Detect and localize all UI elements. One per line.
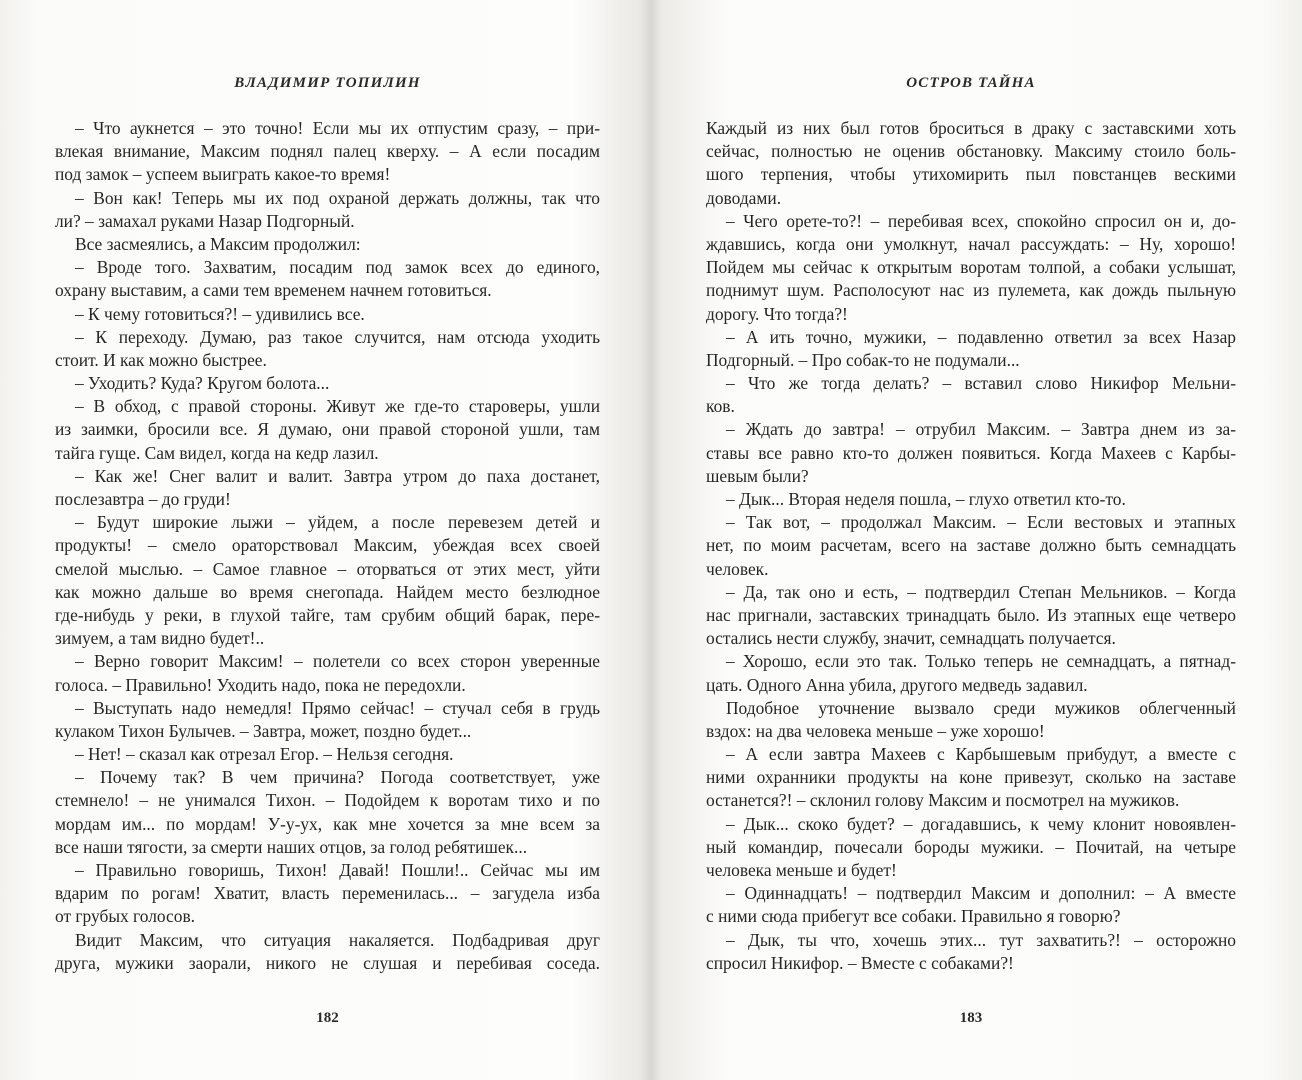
text-line: зимуем, а там видно будет!.. (55, 628, 265, 649)
text-line: голоса. – Правильно! Уходить надо, пока не передохли. (55, 674, 466, 695)
right-page-body-text (706, 117, 1236, 975)
text-line: – Вон как! Теперь мы их под охраной держать должны, так что (75, 187, 600, 208)
text-line: – Что аукнется – это точно! Если мы их отпустим сразу, – при- (75, 118, 600, 138)
text-line: друга, мужики заорали, никого не слушая и перебивая соседа. (55, 952, 600, 973)
text-line: – Как же! Снег валит и валит. Завтра утром до паха достанет, (75, 465, 600, 486)
text-line: кулаком Тихон Булычев. – Завтра, может, поздно будет... (55, 720, 472, 741)
text-line: нас пригнали, заставских тринадцать было. Из этапных еще четверо (706, 604, 1236, 625)
text-line: ставы все равно кто-то должен появиться. Когда Махеев с Карбы- (706, 442, 1236, 463)
text-line: Все засмеялись, а Максим продолжил: (75, 233, 361, 254)
text-line: – Дык, ты что, хочешь этих... тут захватить?! – осторожно (726, 929, 1236, 950)
text-line: ли? – замахал руками Назар Подгорный. (55, 210, 355, 231)
text-line: все наши тягости, за смерти наших отцов, за голод ребятишек... (55, 836, 528, 857)
text-line: – Что же тогда делать? – вставил слово Никифор Мельни- (726, 373, 1236, 394)
text-line: – Нет! – сказал как отрезал Егор. – Нельзя сегодня. (75, 744, 454, 765)
page-number-right: 183 (959, 1010, 983, 1026)
text-line: – Дык... скоко будет? – догадавшись, к чему клонит новоявлен- (726, 813, 1236, 834)
text-line: нет, по моим расчетам, всего на заставе должно быть семнадцать (706, 535, 1236, 556)
text-line: из заимки, бросили все. Я думаю, они правой стороной ушли, там (55, 419, 600, 440)
text-line: – А ить точно, мужики, – подавленно ответил за всех Назар (726, 326, 1236, 347)
text-line: где-нибудь у реки, в глухой тайге, там срубим общий барак, пере- (55, 604, 600, 625)
text-line: Каждый из них был готов броситься в драку с заставскими хоть (706, 118, 1236, 138)
text-line: стемнело! – не унимался Тихон. – Подойдем к воротам тихо и по (55, 790, 600, 811)
text-line: цать. Одного Анна убила, другого медведь задавил. (706, 674, 1088, 695)
text-line: послезавтра – до груди! (55, 489, 231, 509)
text-line: продукты! – смело ораторствовал Максим, убеждая всех своей (55, 535, 600, 556)
text-line: дорогу. Что тогда?! (706, 303, 848, 324)
text-line: остались нести службу, значит, семнадцать получается. (706, 628, 1116, 649)
text-line: ними охранники продукты на коне привезут, сколько на заставе (706, 767, 1236, 788)
text-line: спросил Никифор. – Вместе с собаками?! (706, 952, 1014, 973)
text-line: – Вроде того. Захватим, посадим под замок всех до единого, (75, 257, 600, 278)
text-line: – Чего орете-то?! – перебивая всех, спокойно спросил он и, до- (726, 210, 1236, 231)
text-line: тайга гуще. Сам видел, когда на кедр лазил. (55, 442, 379, 463)
text-line: с ними сюда прибегут все собаки. Правильно я говорю? (706, 906, 1121, 927)
text-line: – Правильно говоришь, Тихон! Давай! Пошли!.. Сейчас мы им (75, 860, 600, 880)
text-line: ждавшись, когда они умолкнут, начал рассуждать: – Ну, хорошо! (706, 233, 1236, 254)
text-line: Пойдем мы сейчас к открытым воротам толпой, а собаки услышат, (706, 257, 1236, 278)
text-line: – Одиннадцать! – подтвердил Максим и дополнил: – А вместе (726, 883, 1236, 904)
running-head-title: ОСТРОВ ТАЙНА (906, 75, 1036, 91)
text-line: – А если завтра Махеев с Карбышевым прибудут, а вместе с (726, 744, 1236, 765)
text-line: – К переходу. Думаю, раз такое случится, нам отсюда уходить (75, 326, 600, 347)
text-line: вздох: на два человека меньше – уже хорошо! (706, 720, 1045, 741)
text-line: ков. (706, 396, 735, 417)
text-line: – В обход, с правой стороны. Живут же где-то староверы, ушли (75, 396, 600, 417)
text-line: Подгорный. – Про собак-то не подумали... (706, 349, 1020, 370)
text-line: – Уходить? Куда? Кругом болота... (75, 373, 330, 394)
text-line: влекая внимание, Максим поднял палец кверху. – А если посадим (55, 141, 600, 162)
text-line: останется?! – склонил голову Максим и посмотрел на мужиков. (706, 790, 1180, 811)
text-line: смелой мыслью. – Самое главное – оторваться от этих мест, уйти (55, 558, 600, 579)
text-line: – Хорошо, если это так. Только теперь не семнадцать, а пятнад- (726, 651, 1236, 672)
text-line: ный командир, почесали бороды мужики. – Почитай, на четыре (706, 836, 1236, 857)
text-line: – Да, так оно и есть, – подтвердил Степан Мельников. – Когда (726, 581, 1236, 602)
text-line: – Верно говорит Максим! – полетели со всех сторон уверенные (75, 651, 600, 672)
left-page (55, 0, 600, 1080)
text-line: вдарим по рогам! Хватит, власть переменилась... – загудела изба (55, 883, 600, 904)
text-line: – Так вот, – продолжал Максим. – Если вестовых и этапных (726, 512, 1236, 533)
text-line: – Дык... Вторая неделя пошла, – глухо ответил кто-то. (726, 489, 1126, 509)
text-line: доводами. (706, 187, 782, 208)
text-line: охрану выставим, а сами тем временем начнем готовиться. (55, 280, 492, 301)
text-line: человек. (706, 558, 769, 579)
text-line: поднимут шум. Располосуют нас из пулемета, как дождь пыльную (706, 280, 1236, 301)
text-line: – К чему готовиться?! – удивились все. (75, 303, 365, 324)
text-line: Видит Максим, что ситуация накаляется. Подбадривая друг (75, 929, 600, 950)
running-head-author: ВЛАДИМИР ТОПИЛИН (234, 75, 421, 91)
left-page-body-text (55, 117, 600, 975)
text-line: шевым были? (706, 465, 809, 486)
text-line: человека меньше и будет! (706, 860, 897, 880)
text-line: – Будут широкие лыжи – уйдем, а после перевезем детей и (75, 512, 600, 533)
text-line: – Ждать до завтра! – отрубил Максим. – Завтра днем из за- (726, 419, 1236, 440)
text-line: – Почему так? В чем причина? Погода соответствует, уже (75, 767, 600, 788)
text-line: от грубых голосов. (55, 906, 195, 927)
text-line: мордам им... по мордам! У-у-ух, как мне хочется за мне всем за (55, 813, 600, 834)
text-line: Подобное уточнение вызвало среди мужиков облегченный (726, 697, 1236, 718)
page-number-left: 182 (316, 1010, 339, 1026)
text-line: сейчас, полностью не оценив обстановку. Максиму стоило боль- (706, 141, 1236, 162)
right-page (706, 0, 1236, 1080)
text-line: стоит. И как можно быстрее. (55, 349, 267, 370)
text-line: шого терпения, чтобы утихомирить пыл повстанцев вескими (706, 164, 1236, 185)
text-line: – Выступать надо немедля! Прямо сейчас! – стучал себя в грудь (75, 697, 600, 718)
text-line: как можно дальше во время снегопада. Найдем место безлюдное (55, 581, 600, 602)
text-line: под замок – успеем выиграть какое-то время! (55, 164, 391, 185)
